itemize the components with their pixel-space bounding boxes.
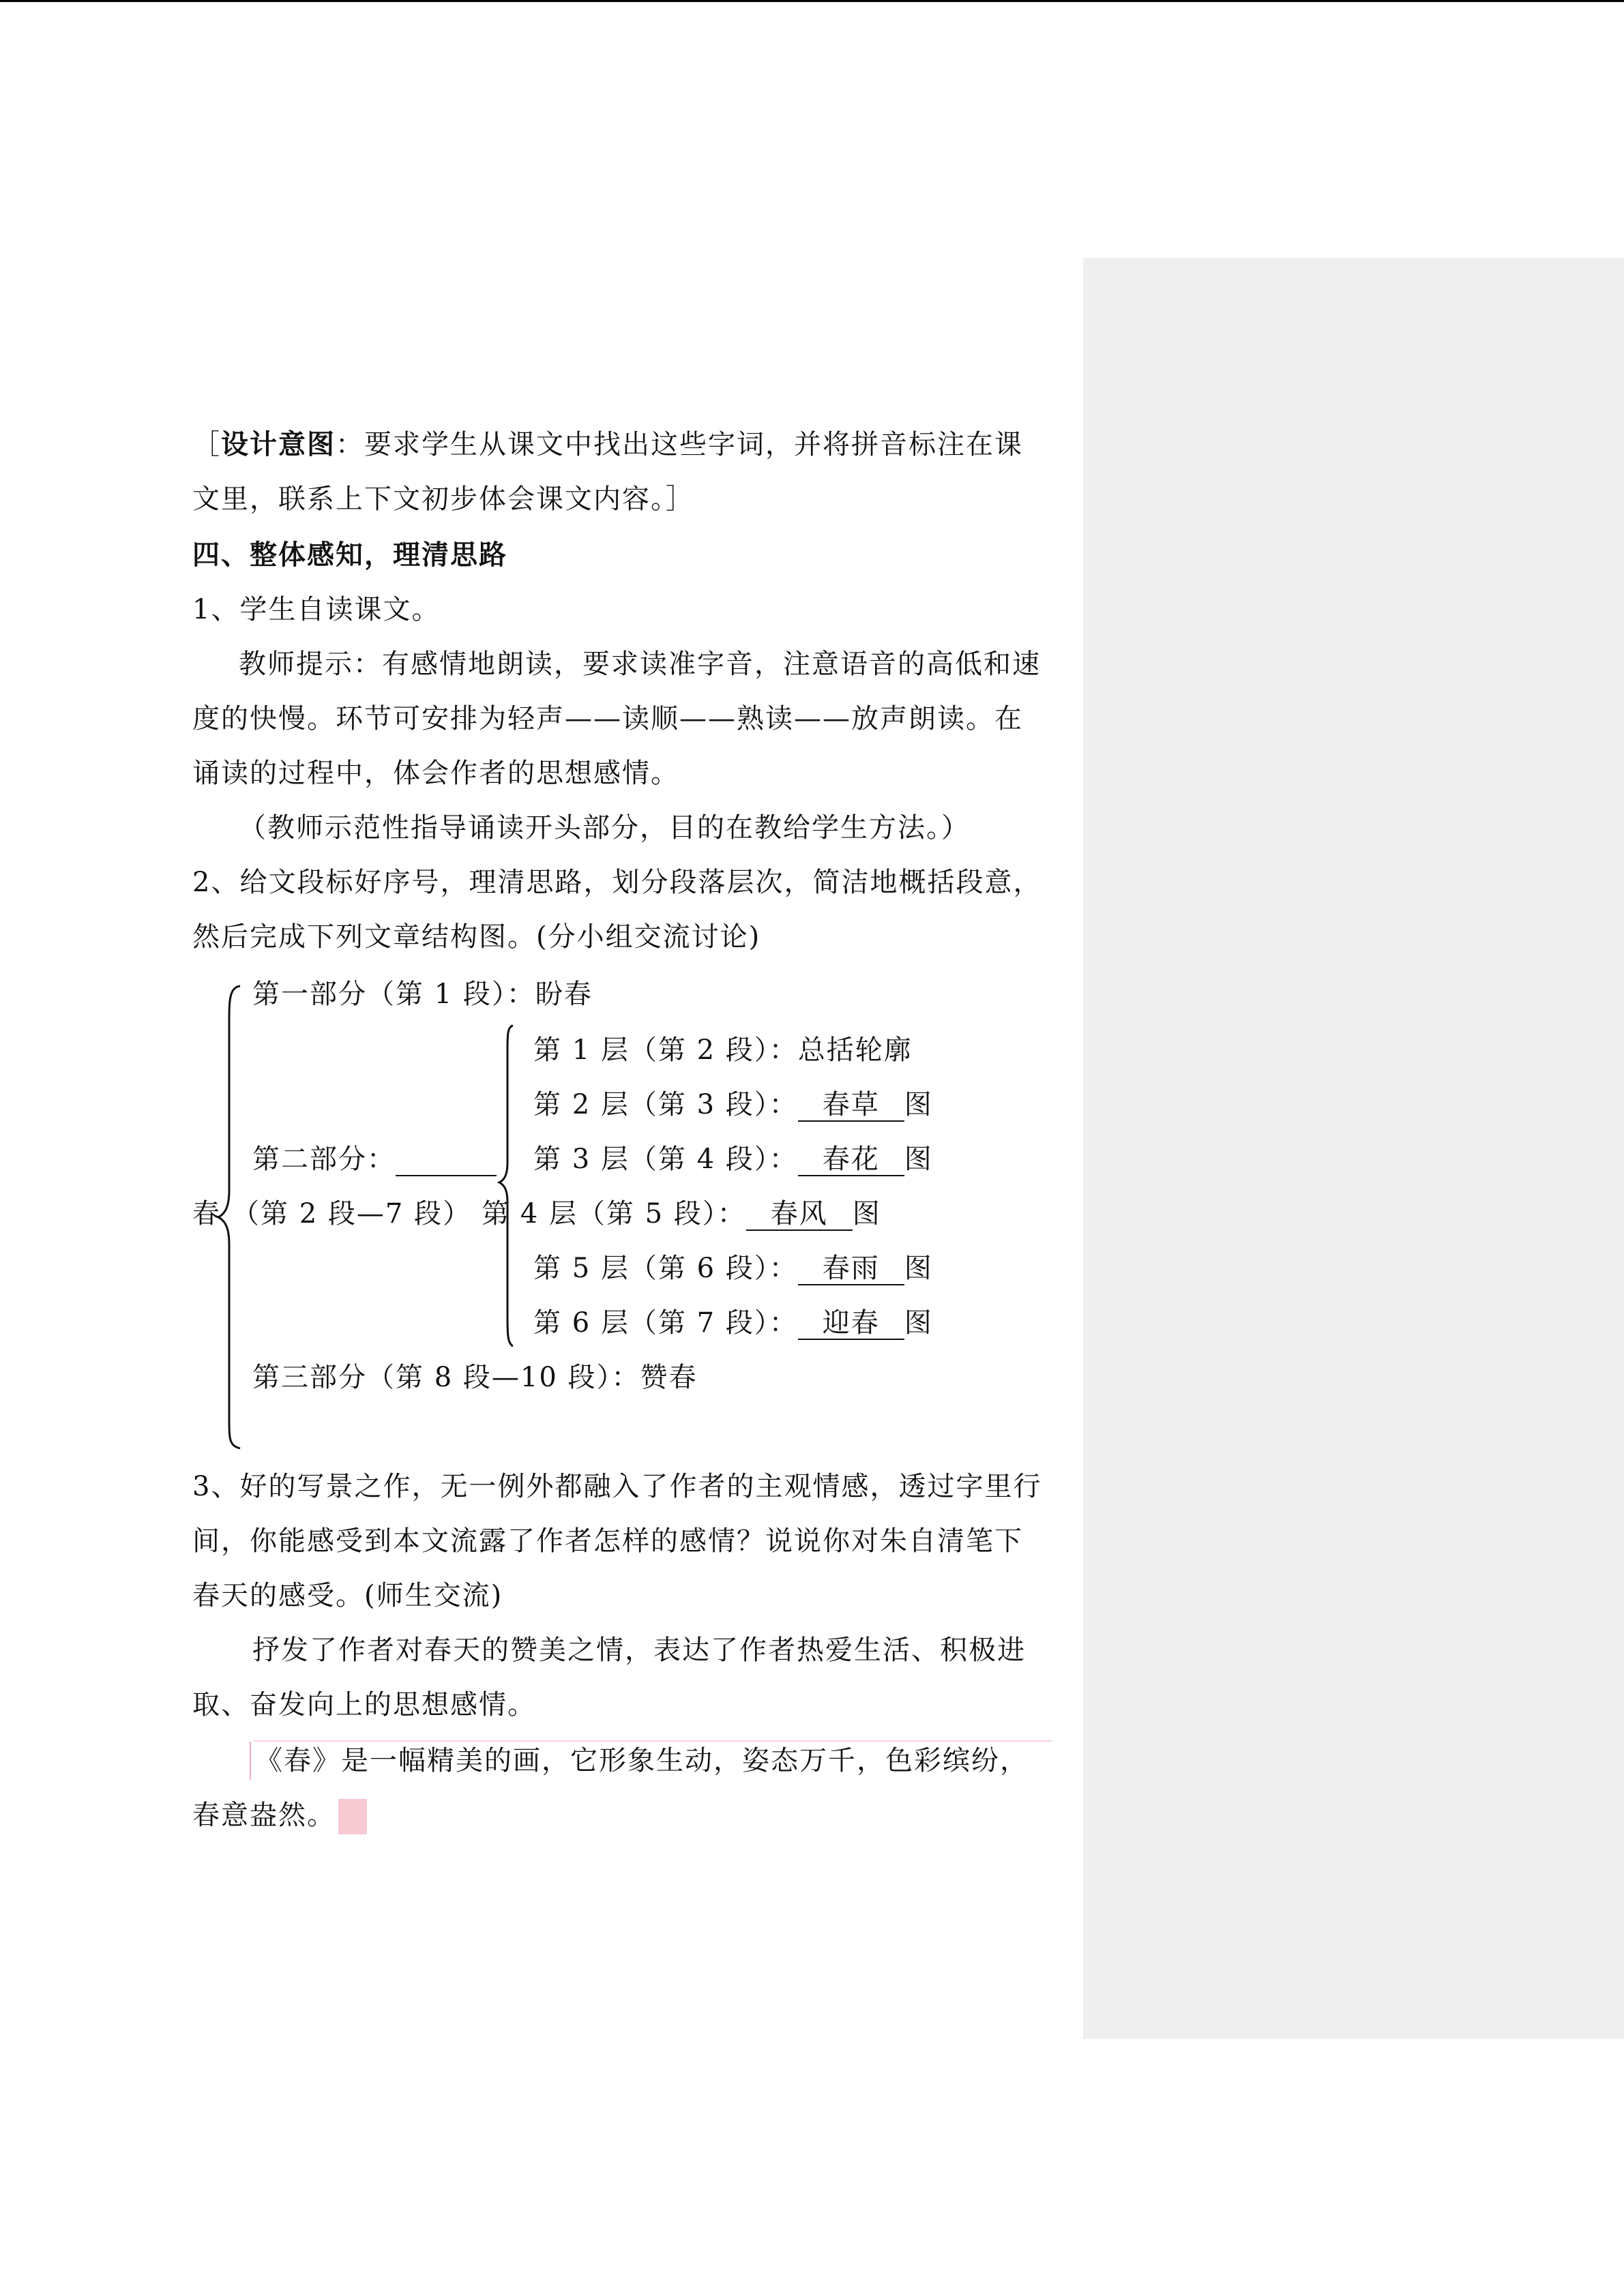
part-2-label-text: 第二部分：	[252, 1144, 396, 1175]
layer-6	[533, 1304, 933, 1342]
layer-6-prefix: 第 6 层（第 7 段）：	[533, 1307, 798, 1339]
layer-4-answer: 春风	[746, 1198, 853, 1231]
teacher-tip-line2: 度的快慢。环节可安排为轻声——读顺——熟读——放声朗读。在	[192, 703, 1023, 734]
summary-line1: 《春》是一幅精美的画，它形象生动，姿态万千，色彩缤纷，	[255, 1745, 1029, 1776]
teacher-tip-line3: 诵读的过程中，体会作者的思想感情。	[192, 758, 679, 789]
layer-5-suffix: 图	[904, 1253, 933, 1284]
layer-2-suffix: 图	[904, 1089, 933, 1120]
layer-2	[533, 1086, 933, 1124]
item-2-line2: 然后完成下列文章结构图。(分小组交流讨论)	[192, 921, 761, 953]
layer-2-prefix: 第 2 层（第 3 段）：	[533, 1089, 798, 1120]
part-1: 第一部分（第 1 段）：盼春	[252, 979, 593, 1010]
teacher-tip-line1: 教师提示：有感情地朗读，要求读准字音，注意语音的高低和速	[239, 648, 1041, 680]
item-3-line1: 3、好的写景之作，无一例外都融入了作者的主观情感，透过字里行	[192, 1471, 1042, 1502]
answer-line1: 抒发了作者对春天的赞美之情，表达了作者热爱生活、积极进	[252, 1635, 1026, 1666]
design-intent-line2: 文里，联系上下文初步体会课文内容。］	[192, 483, 694, 515]
layer-3	[533, 1140, 933, 1178]
comment-anchor-marker[interactable]	[338, 1799, 367, 1834]
part-3: 第三部分（第 8 段—10 段）：赞春	[252, 1362, 698, 1393]
item-1: 1、学生自读课文。	[192, 594, 441, 625]
item-2-line1: 2、给文段标好序号，理清思路，划分段落层次，简洁地概括段意，	[192, 867, 1042, 898]
layer-5-answer: 春雨	[798, 1253, 904, 1285]
layer-3-suffix: 图	[904, 1144, 933, 1175]
structure-root: 春	[192, 1198, 221, 1229]
layer-4	[482, 1195, 881, 1233]
layer-5-prefix: 第 5 层（第 6 段）：	[533, 1253, 798, 1284]
layer-4-suffix: 图	[852, 1198, 881, 1229]
section-heading: 四、整体感知，理清思路	[192, 539, 507, 571]
top-border	[0, 0, 1624, 2]
layer-4-prefix: 第 4 层（第 5 段）：	[482, 1198, 746, 1229]
item-3-line3: 春天的感受。(师生交流)	[192, 1580, 503, 1611]
revision-bar	[250, 1742, 251, 1780]
inner-brace	[494, 1023, 518, 1350]
part-2-blank	[396, 1144, 497, 1176]
answer-line2: 取、奋发向上的思想感情。	[192, 1689, 536, 1720]
teacher-demo-note: （教师示范性指导诵读开头部分，目的在教给学生方法。）	[239, 812, 970, 844]
layer-6-suffix: 图	[904, 1307, 933, 1339]
summary-line2: 春意盎然。	[192, 1800, 336, 1831]
part-2-range: （第 2 段—7 段）	[232, 1198, 472, 1229]
layer-6-answer: 迎春	[798, 1307, 904, 1340]
layer-5	[533, 1249, 933, 1287]
design-intent-label: 设计意图	[221, 428, 336, 460]
part-2-label	[252, 1140, 497, 1178]
layer-1-prefix: 第 1 层（第 2 段）：	[533, 1034, 798, 1066]
item-3-line2: 间，你能感受到本文流露了作者怎样的感情？说说你对朱自清笔下	[192, 1525, 1023, 1557]
comment-pane	[1083, 258, 1624, 2039]
design-intent-line1	[192, 426, 1023, 464]
design-intent-text: ：要求学生从课文中找出这些字词，并将拼音标注在课	[336, 429, 1023, 460]
layer-2-answer: 春草	[798, 1089, 904, 1122]
layer-1	[533, 1031, 913, 1069]
layer-1-answer: 总括轮廓	[797, 1034, 913, 1066]
layer-3-answer: 春花	[798, 1144, 904, 1176]
bracket-open: ［	[192, 429, 221, 460]
layer-3-prefix: 第 3 层（第 4 段）：	[533, 1144, 798, 1175]
